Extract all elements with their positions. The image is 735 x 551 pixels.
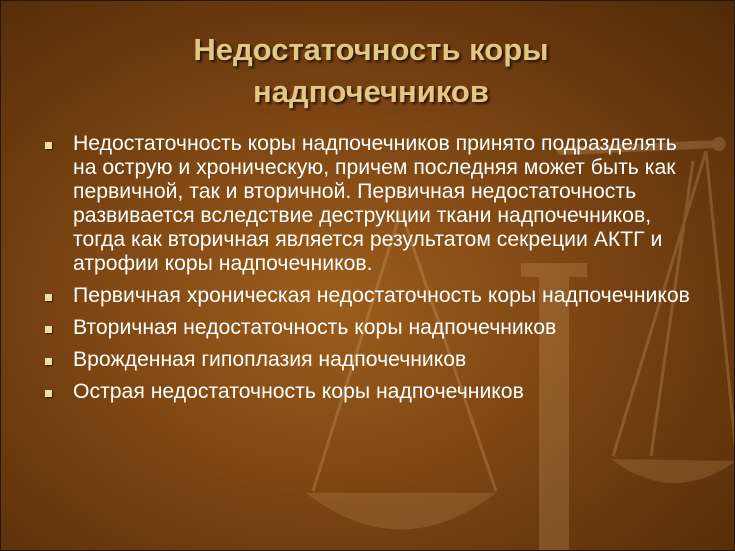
square-bullet-icon	[45, 326, 52, 333]
square-bullet-icon	[45, 358, 52, 365]
square-bullet-icon	[45, 390, 52, 397]
bullet-item	[41, 316, 701, 340]
bullet-text: Врожденная гипоплазия надпочечников	[73, 348, 467, 371]
bullet-list	[41, 132, 701, 412]
square-bullet-icon	[45, 294, 52, 301]
slide-title	[41, 29, 701, 113]
square-bullet-icon	[45, 142, 52, 149]
bullet-text: Недостаточность коры надпочечников принято подразделять на острую и хроническую, причем последняя может быть как первичной, так и вторичной. Первичная недостаточность развивается вследствие деструкции ткани надпочечников, тогда как вторичная является результатом секреции АКТГ и атрофии коры надпочечников.	[73, 132, 677, 275]
bullet-item	[41, 348, 701, 372]
bullet-item	[41, 132, 701, 276]
slide-title-line-1: Недостаточность коры	[193, 32, 549, 67]
bullet-text: Вторичная недостаточность коры надпочечников	[73, 316, 557, 339]
bullet-item	[41, 284, 701, 308]
bullet-item	[41, 380, 701, 404]
slide-title-line-2: надпочечников	[253, 74, 489, 109]
bullet-text: Острая недостаточность коры надпочечников	[73, 380, 524, 403]
bullet-text: Первичная хроническая недостаточность коры надпочечников	[73, 284, 690, 307]
